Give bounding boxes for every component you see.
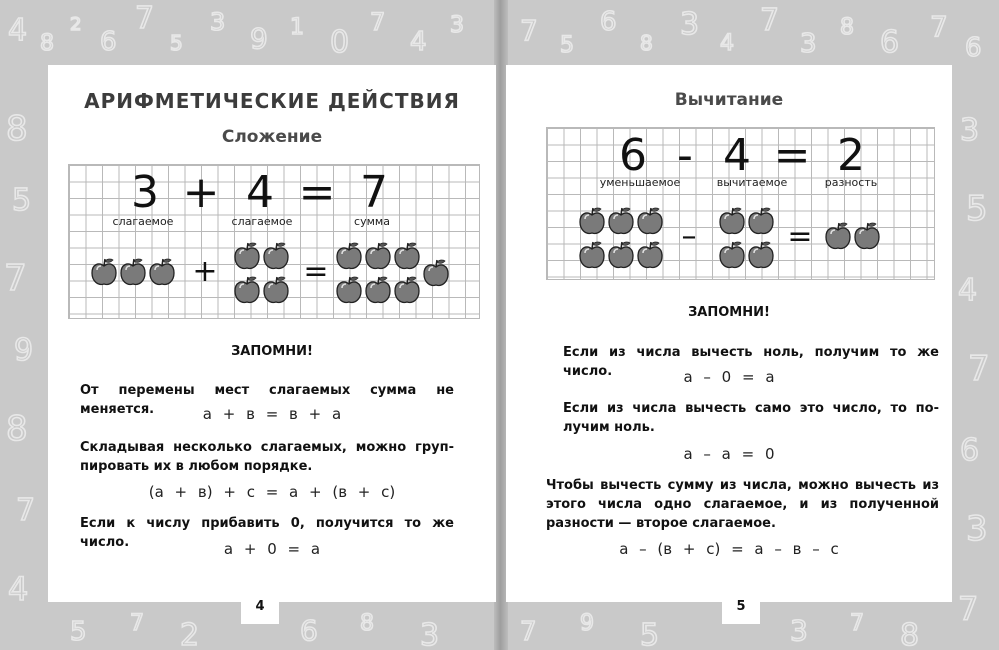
apple-icon (91, 257, 117, 287)
label-sum: сумма (354, 215, 390, 228)
section-title-subtraction: Вычитание (674, 90, 784, 110)
apple-icon (608, 240, 634, 270)
remember-heading: ЗАПОМНИ! (231, 344, 313, 359)
svg-text:6: 6 (880, 25, 900, 60)
svg-text:8: 8 (640, 31, 653, 55)
section-title-addition: Сложение (221, 127, 323, 147)
apple-icon (748, 206, 774, 236)
apple-icon (263, 241, 289, 271)
apples-minus-sign: – (681, 219, 697, 254)
svg-text:6: 6 (300, 614, 318, 647)
minuend: 6 (619, 130, 647, 181)
svg-text:2: 2 (180, 618, 200, 650)
apples-equals-sign: = (303, 254, 329, 289)
apple-icon (637, 240, 663, 270)
svg-text:3: 3 (966, 509, 988, 549)
svg-text:7: 7 (4, 258, 27, 299)
svg-text:8: 8 (40, 31, 54, 56)
page-number-left: 4 (241, 588, 279, 624)
svg-text:8: 8 (840, 15, 854, 40)
formula-commutative: а + в = в + а (202, 405, 342, 423)
addend-1: 3 (131, 167, 159, 218)
svg-text:3: 3 (960, 113, 980, 148)
apples-equals-sign: = (787, 219, 813, 254)
apple-icon (336, 275, 362, 305)
apple-icon (365, 241, 391, 271)
right-page (506, 65, 952, 602)
svg-text:1: 1 (290, 15, 304, 40)
svg-text:9: 9 (14, 333, 34, 368)
svg-text:7: 7 (958, 590, 979, 628)
svg-text:7: 7 (930, 10, 948, 43)
svg-text:9: 9 (580, 611, 594, 636)
label-addend-1: слагаемое (112, 215, 174, 228)
remember-heading: ЗАПОМНИ! (688, 305, 770, 320)
rule-subtract-sum: Чтобы вычесть сумму из числа, можно вычесть из этого числа одно слагаемое, и из полученной разности — второе слагаемое. (546, 478, 939, 531)
apple-icon (365, 275, 391, 305)
label-minuend: уменьшаемое (599, 176, 681, 189)
apple-icon (719, 240, 745, 270)
svg-text:5: 5 (12, 183, 32, 218)
subtrahend: 4 (723, 130, 751, 181)
rule-associative: Складывая несколько слагаемых, можно группировать их в любом порядке. (80, 440, 454, 474)
svg-text:8: 8 (6, 109, 28, 149)
svg-text:6: 6 (965, 33, 982, 63)
svg-text:3: 3 (420, 618, 440, 650)
apple-icon (748, 240, 774, 270)
apple-icon (579, 206, 605, 236)
rule-zero-addition: Если к числу прибавить 0, получится то же число. (80, 516, 454, 550)
apple-icon (579, 240, 605, 270)
svg-text:7: 7 (135, 1, 155, 36)
svg-text:7: 7 (850, 611, 864, 636)
svg-text:3: 3 (450, 13, 464, 38)
svg-text:7: 7 (520, 617, 537, 647)
svg-text:6: 6 (600, 7, 617, 37)
svg-text:4: 4 (8, 13, 28, 48)
svg-text:7: 7 (760, 3, 780, 38)
subtraction-grid (546, 127, 935, 280)
svg-text:6: 6 (960, 433, 980, 468)
label-subtrahend: вычитаемое (716, 176, 788, 189)
label-addend-2: слагаемое (231, 215, 293, 228)
svg-text:6: 6 (100, 27, 117, 57)
apples-plus-sign: + (192, 254, 218, 289)
formula-self-subtraction: а – а = 0 (683, 445, 775, 463)
svg-text:4: 4 (8, 570, 29, 608)
svg-text:7: 7 (16, 493, 36, 528)
svg-text:4: 4 (958, 273, 978, 308)
svg-text:4: 4 (410, 27, 427, 57)
rule-commutative: От перемены мест слагаемых сумма не меняется. (80, 383, 454, 417)
svg-text:9: 9 (250, 22, 268, 55)
svg-text:0: 0 (330, 25, 350, 60)
plus-sign: + (182, 167, 220, 218)
apple-icon (120, 257, 146, 287)
rule-zero-subtraction: Если из числа вычесть ноль, получим то же число. (563, 345, 939, 379)
svg-text:7: 7 (370, 8, 386, 36)
minus-sign: - (677, 130, 693, 181)
addition-grid (68, 164, 480, 319)
svg-text:4: 4 (720, 31, 734, 56)
apple-icon (234, 275, 260, 305)
svg-text:7: 7 (968, 349, 990, 389)
svg-text:8: 8 (900, 618, 920, 650)
left-page (48, 65, 496, 602)
addend-2: 4 (246, 167, 274, 218)
equals-sign: = (298, 167, 336, 218)
page-title: АРИФМЕТИЧЕСКИЕ ДЕЙСТВИЯ (84, 89, 460, 113)
page-number-right: 5 (722, 588, 760, 624)
apple-icon (336, 241, 362, 271)
apple-icon (149, 257, 175, 287)
apple-icon (825, 221, 851, 251)
apple-icon (423, 258, 449, 288)
svg-text:3: 3 (800, 29, 817, 59)
svg-text:3: 3 (680, 7, 700, 42)
equals-sign: = (773, 130, 811, 181)
label-difference: разность (824, 176, 878, 189)
svg-text:8: 8 (6, 409, 28, 449)
rule-self-subtraction: Если из числа вычесть само это число, то получим ноль. (563, 401, 939, 435)
formula-zero-addition: а + 0 = а (223, 540, 321, 558)
formula-associative: (а + в) + с = а + (в + с) (148, 483, 396, 501)
apple-icon (263, 275, 289, 305)
svg-text:7: 7 (520, 14, 538, 47)
difference-value: 2 (837, 130, 865, 181)
apple-icon (234, 241, 260, 271)
svg-text:5: 5 (966, 189, 988, 229)
svg-text:2: 2 (70, 14, 82, 35)
svg-text:3: 3 (210, 8, 226, 36)
sum-value: 7 (360, 167, 388, 218)
formula-subtract-sum: а – (в + с) = а – в – с (619, 540, 839, 558)
svg-text:8: 8 (360, 611, 374, 636)
apple-icon (854, 221, 880, 251)
svg-text:3: 3 (790, 614, 808, 647)
apple-icon (394, 275, 420, 305)
apple-icon (719, 206, 745, 236)
apple-icon (608, 206, 634, 236)
svg-text:7: 7 (130, 611, 144, 636)
svg-text:5: 5 (560, 33, 574, 58)
formula-zero-subtraction: а – 0 = а (683, 368, 775, 386)
svg-text:5: 5 (170, 31, 183, 55)
apple-icon (394, 241, 420, 271)
svg-text:5: 5 (640, 618, 660, 650)
svg-text:5: 5 (70, 617, 87, 647)
apple-icon (637, 206, 663, 236)
